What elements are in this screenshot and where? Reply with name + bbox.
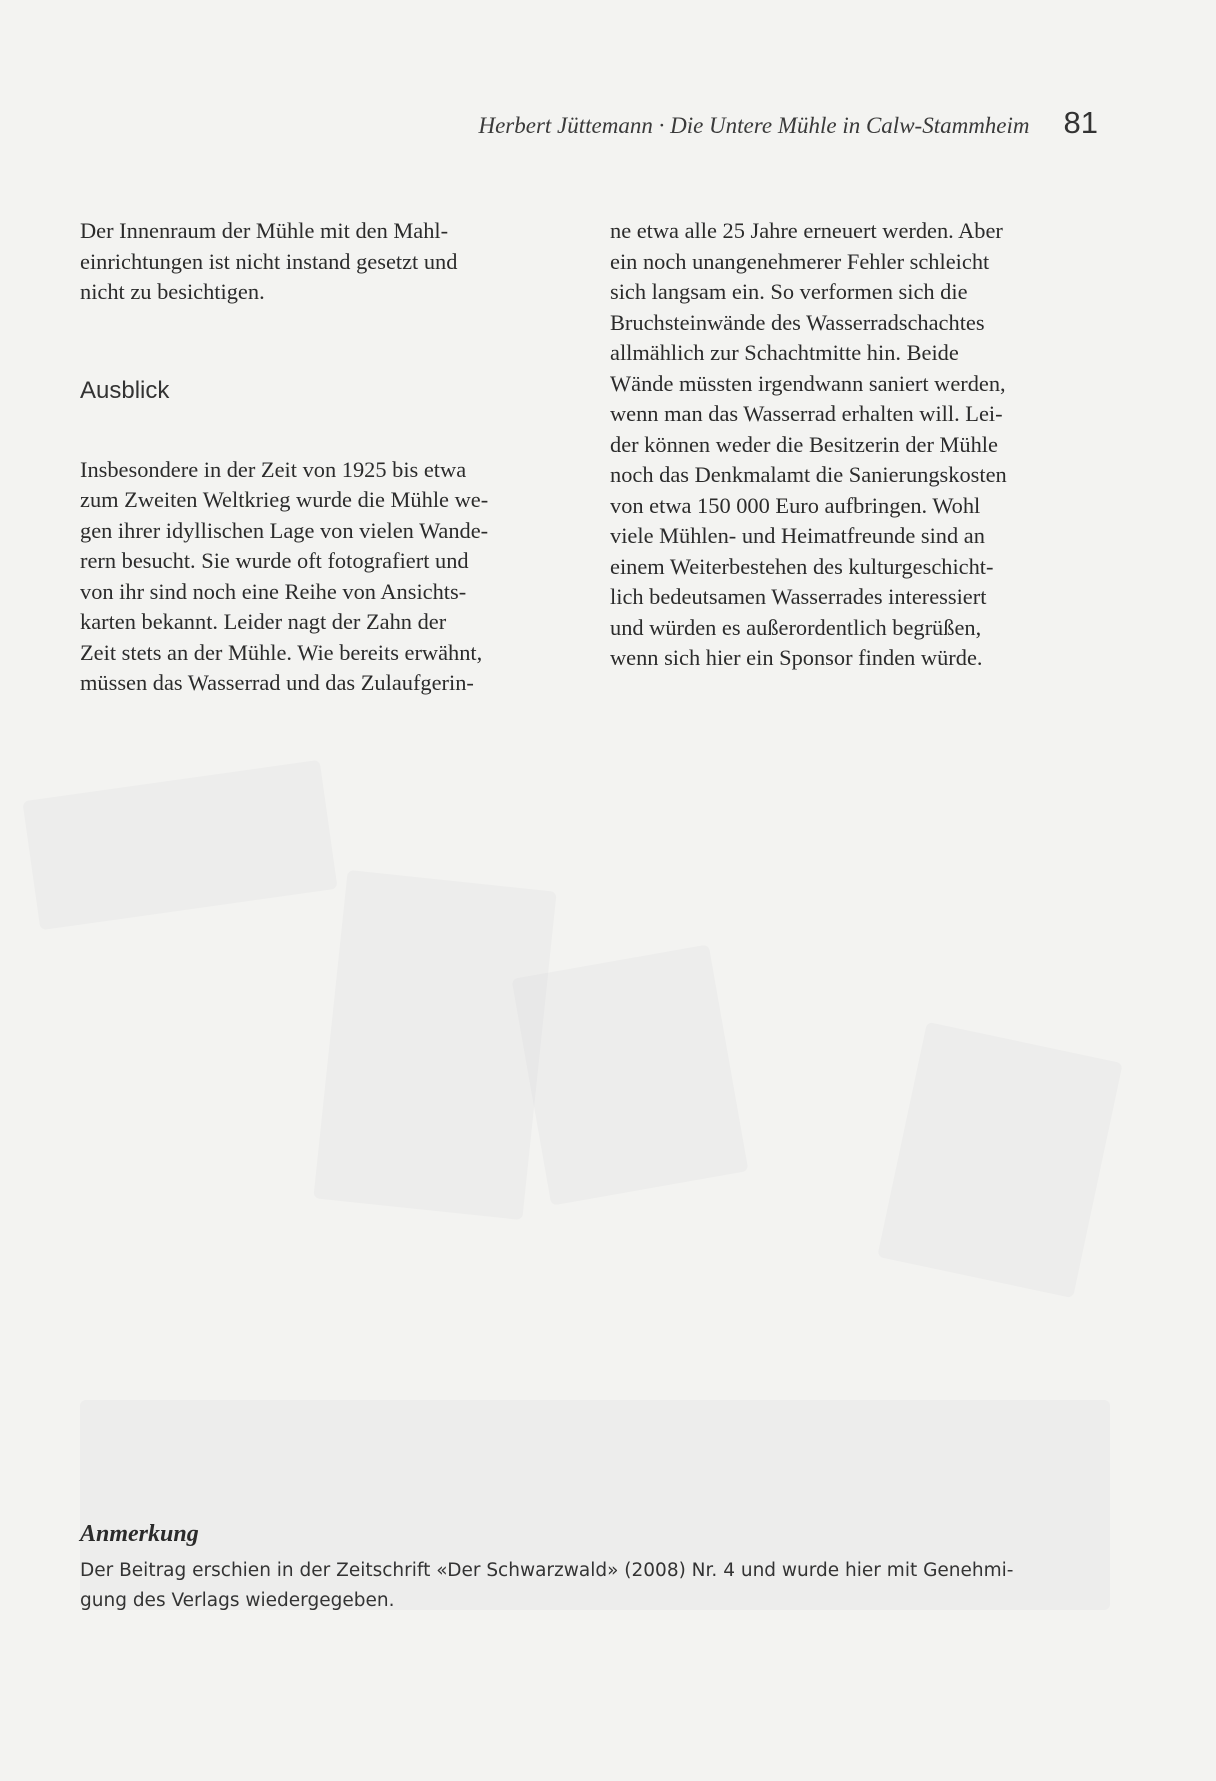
- text-line: der können weder die Besitzerin der Mühle: [610, 431, 998, 457]
- text-line: Der Innenraum der Mühle mit den Mahl-: [80, 218, 449, 243]
- text-line: sich langsam ein. So verformen sich die: [610, 279, 968, 304]
- text-line: rern besucht. Sie wurde oft fotografiert und: [80, 548, 469, 573]
- bleed-through-shape: [512, 944, 749, 1205]
- text-line: und würden es außerordentlich begrüßen,: [610, 614, 982, 640]
- text-line: Insbesondere in der Zeit von 1925 bis etwa: [80, 456, 467, 482]
- page-header: [80, 105, 1098, 145]
- page-number: 81: [1063, 105, 1098, 140]
- bleed-through-shape: [22, 760, 337, 930]
- bleed-through-shape: [313, 870, 556, 1220]
- footnote-line: gung des Verlags wiedergegeben.: [80, 1590, 395, 1611]
- footnote-line: Der Beitrag erschien in der Zeitschrift «Der Schwarzwald» (2008) Nr. 4 und wurde hier mit Genehmi-: [80, 1560, 1014, 1581]
- bleed-through-shape: [877, 1022, 1123, 1298]
- section-heading: Ausblick: [80, 376, 170, 404]
- text-line: ein noch unangenehmerer Fehler schleicht: [610, 248, 990, 274]
- text-line: Bruchsteinwände des Wasserradschachtes: [610, 309, 985, 335]
- running-title: Herbert Jüttemann · Die Untere Mühle in Calw-Stammheim: [478, 113, 1030, 138]
- text-line: gen ihrer idyllischen Lage von vielen Wande-: [80, 517, 489, 543]
- text-line: karten bekannt. Leider nagt der Zahn der: [80, 609, 447, 634]
- footnote-title: Anmerkung: [80, 1521, 199, 1547]
- text-line: wenn sich hier ein Sponsor finden würde.: [610, 645, 983, 670]
- text-line: müssen das Wasserrad und das Zulaufgerin-: [80, 670, 474, 695]
- text-line: einem Weiterbestehen des kulturgeschicht-: [610, 553, 994, 579]
- text-line: von ihr sind noch eine Reihe von Ansichts-: [80, 578, 467, 604]
- text-line: Zeit stets an der Mühle. Wie bereits erwähnt,: [80, 639, 483, 665]
- left-column: [80, 216, 572, 699]
- text-line: lich bedeutsamen Wasserrades interessiert: [610, 584, 987, 609]
- text-line: nicht zu besichtigen.: [80, 279, 265, 304]
- text-line: von etwa 150 000 Euro aufbringen. Wohl: [610, 492, 981, 518]
- text-line: Wände müssten irgendwann saniert werden,: [610, 370, 1006, 396]
- text-line: viele Mühlen- und Heimatfreunde sind an: [610, 523, 985, 548]
- text-line: zum Zweiten Weltkrieg wurde die Mühle we-: [80, 487, 489, 512]
- text-line: einrichtungen ist nicht instand gesetzt und: [80, 248, 458, 274]
- text-line: ne etwa alle 25 Jahre erneuert werden. Aber: [610, 218, 1003, 243]
- footnote-block: [80, 1521, 1106, 1616]
- text-line: wenn man das Wasserrad erhalten will. Lei-: [610, 401, 1003, 426]
- text-line: noch das Denkmalamt die Sanierungskosten: [610, 462, 1007, 487]
- right-column: [610, 216, 1102, 674]
- text-line: allmählich zur Schachtmitte hin. Beide: [610, 340, 959, 365]
